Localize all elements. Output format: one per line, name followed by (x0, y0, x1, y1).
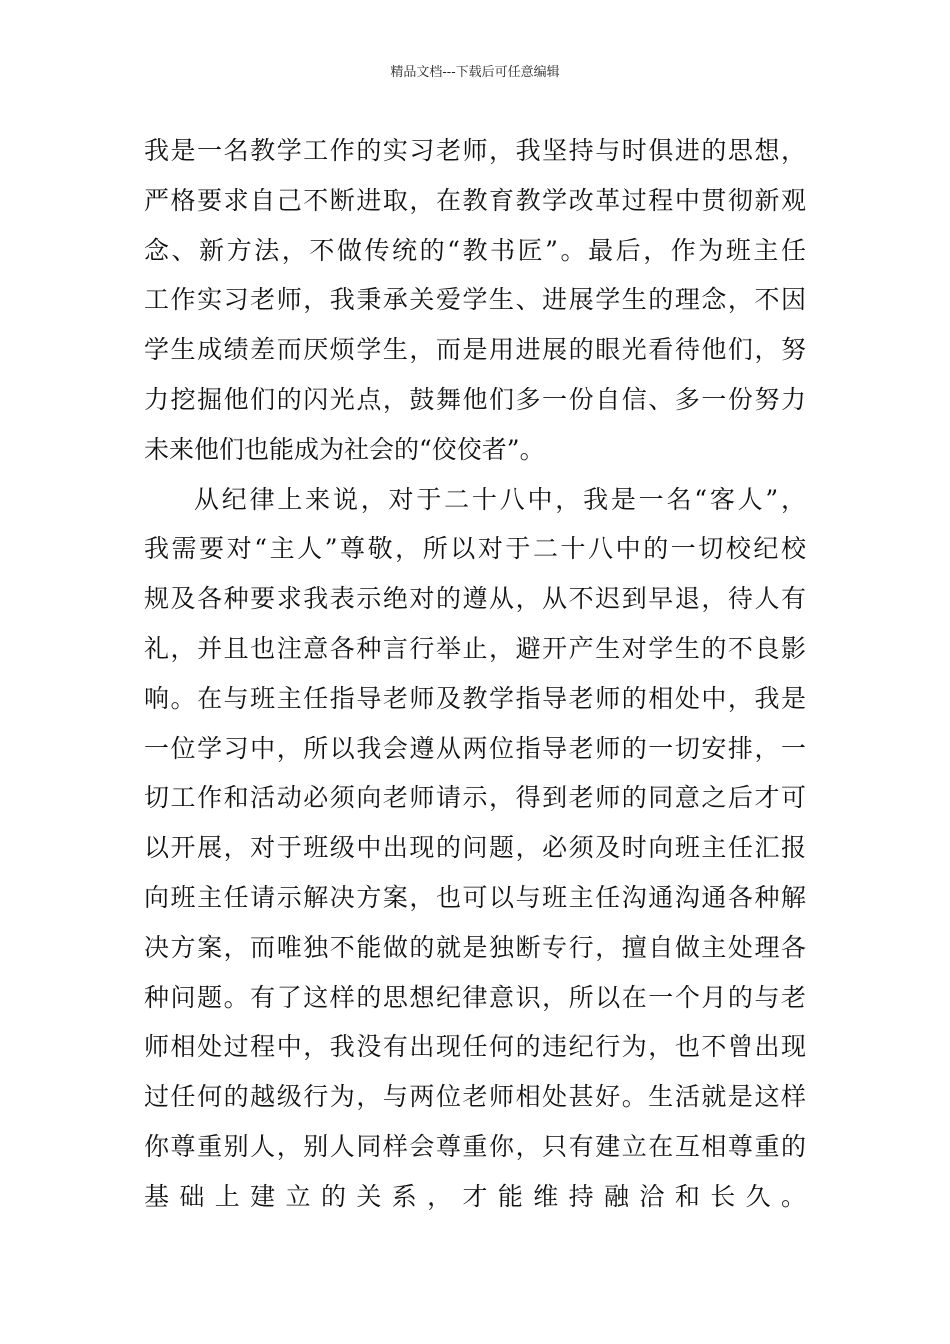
text-line: 学生成绩差而厌烦学生，而是用进展的眼光看待他们，努 (144, 335, 806, 365)
text-line: 严格要求自己不断进取，在教育教学改革过程中贯彻新观 (144, 185, 806, 215)
text-line: 工作实习老师，我秉承关爱学生、进展学生的理念，不因 (144, 285, 806, 315)
text-line: 念、新方法，不做传统的“教书匠”。最后，作为班主任 (144, 235, 806, 265)
text-line: 向班主任请示解决方案，也可以与班主任沟通沟通各种解 (144, 882, 806, 912)
text-line: 你尊重别人，别人同样会尊重你，只有建立在互相尊重的 (144, 1131, 806, 1161)
text-line: 规及各种要求我表示绝对的遵从，从不迟到早退，待人有 (144, 584, 806, 614)
text-line: 我需要对“主人”尊敬，所以对于二十八中的一切校纪校 (144, 534, 806, 564)
document-body (144, 126, 806, 1271)
text-line: 力挖掘他们的闪光点，鼓舞他们多一份自信、多一份努力 (144, 384, 806, 414)
text-line: 决方案，而唯独不能做的就是独断专行，擅自做主处理各 (144, 932, 806, 962)
paragraph-1 (144, 126, 806, 475)
text-line: 一位学习中，所以我会遵从两位指导老师的一切安排，一 (144, 733, 806, 763)
text-line: 过任何的越级行为，与两位老师相处甚好。生活就是这样 (144, 1082, 806, 1112)
text-line: 从纪律上来说，对于二十八中，我是一名“客人”， (194, 484, 806, 514)
text-line: 师相处过程中，我没有出现任何的违纪行为，也不曾出现 (144, 1032, 806, 1062)
text-line (144, 1222, 806, 1272)
text-line: 响。在与班主任指导老师及教学指导老师的相处中，我是 (144, 683, 806, 713)
text-line: 礼，并且也注意各种言行举止，避开产生对学生的不良影 (144, 633, 806, 663)
page-header: 精品文档---下载后可任意编辑 (390, 65, 560, 80)
text-line: 切工作和活动必须向老师请示，得到老师的同意之后才可 (144, 783, 806, 813)
text-line: 种问题。有了这样的思想纪律意识，所以在一个月的与老 (144, 982, 806, 1012)
text-line: 以开展，对于班级中出现的问题，必须及时向班主任汇报 (144, 833, 806, 863)
text-line: 未来他们也能成为社会的“佼佼者”。 (144, 434, 545, 464)
text-line: 基础上建立的关系，才能维持融洽和长久。 (144, 1181, 806, 1211)
paragraph-2 (144, 475, 806, 1272)
text-line: 我是一名教学工作的实习老师，我坚持与时俱进的思想， (144, 136, 806, 165)
